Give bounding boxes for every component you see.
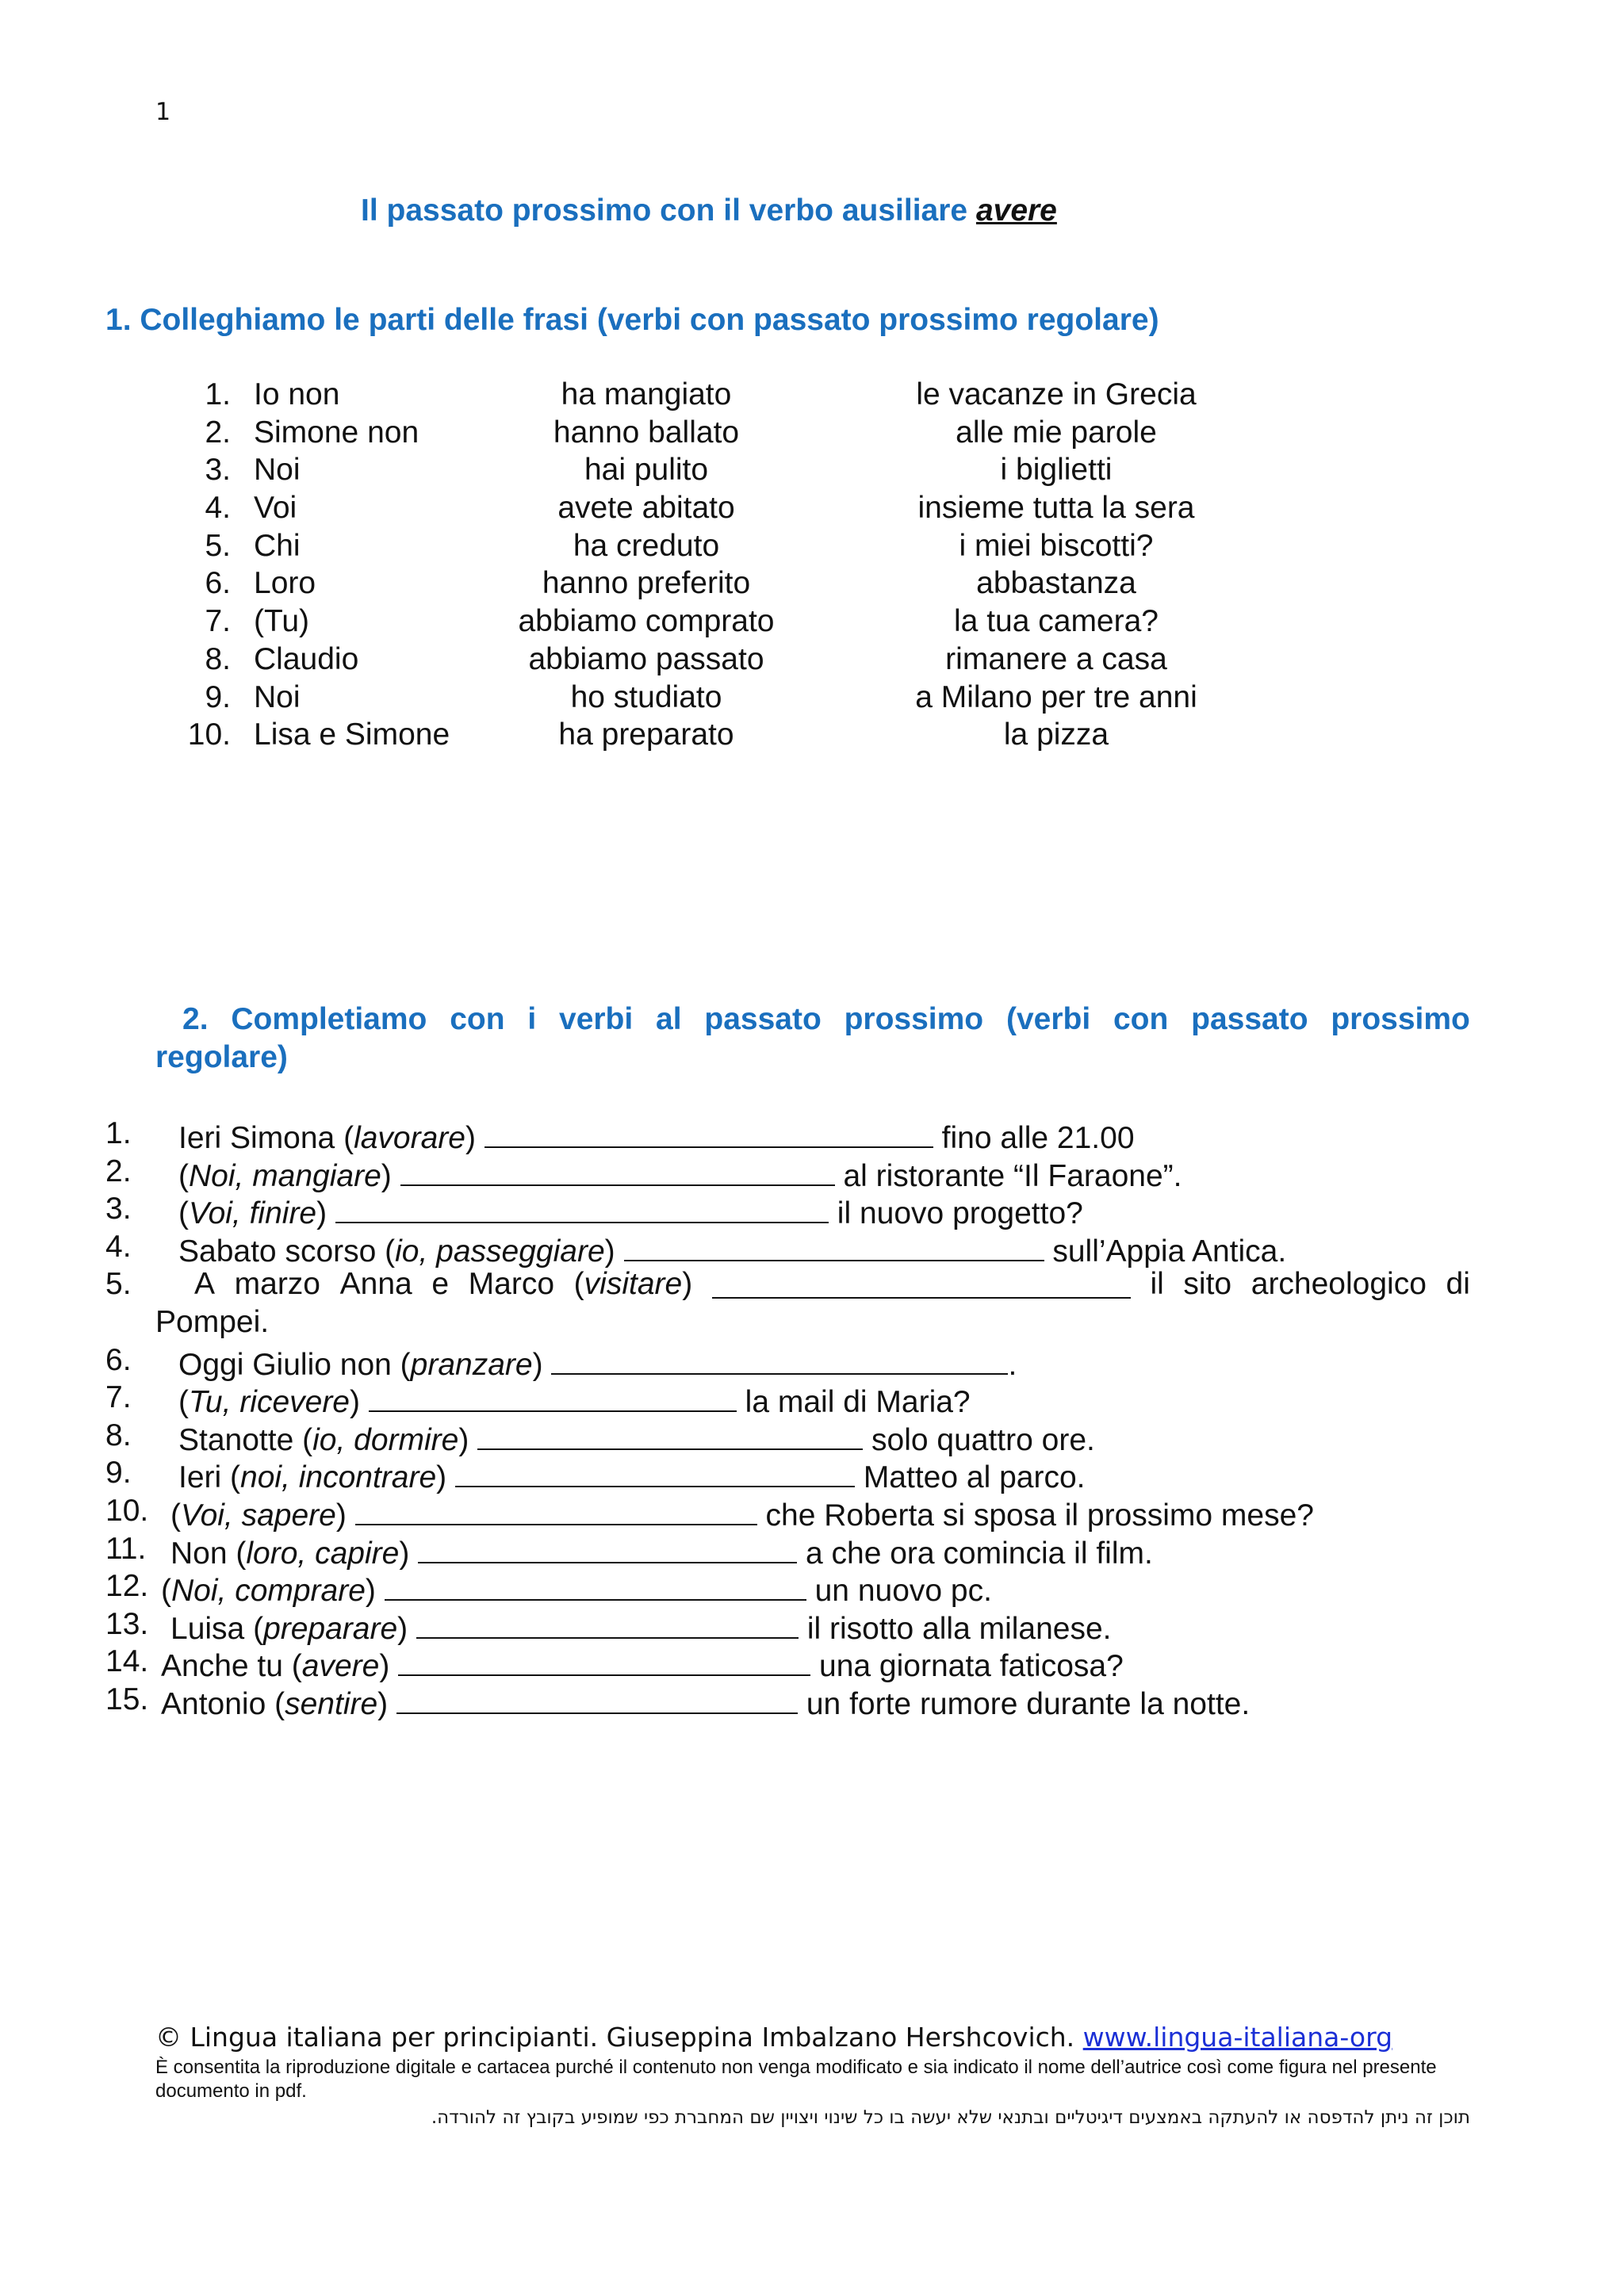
item-number: 5. (105, 1267, 132, 1302)
exercise-item (0, 1380, 1624, 1418)
page-title (361, 193, 1057, 228)
item-sentence (170, 1494, 1314, 1533)
item-sentence (178, 1116, 1135, 1156)
sentence-before: Stanotte ( (178, 1422, 313, 1457)
hint-text: lavorare (354, 1121, 465, 1155)
sentence-before: ( (178, 1196, 189, 1231)
item-number: 15. (105, 1682, 149, 1716)
match-subject: Simone non (254, 415, 419, 450)
heading-word: al (656, 1002, 682, 1036)
match-subject: Voi (254, 491, 297, 526)
sentence-before: ( (178, 1385, 189, 1420)
match-subject: Claudio (254, 641, 359, 676)
heading-word: con (450, 1002, 505, 1036)
match-row (0, 604, 1624, 642)
footer-notice: È consentita la riproduzione digitale e cartacea purché il contenuto non venga modificato e sia indicato il nome dell’autrice così come figura nel presente documento in pdf. (155, 2057, 1437, 2102)
match-verb: ha preparato (558, 718, 734, 752)
item-sentence (178, 1418, 1095, 1458)
website-link[interactable]: www.lingua-italiana-org (1082, 2022, 1393, 2053)
answer-blank[interactable] (385, 1569, 806, 1601)
exercise1-list (0, 377, 1624, 756)
sentence-word: sito (1183, 1267, 1232, 1302)
sentence-mid: ) (465, 1121, 476, 1155)
match-verb: ha creduto (573, 528, 720, 563)
match-number: 5. (205, 528, 231, 563)
exercise2-heading (155, 1001, 1470, 1077)
sentence-mid: ) (397, 1611, 408, 1646)
match-row (0, 718, 1624, 756)
match-row (0, 453, 1624, 491)
match-number: 8. (205, 641, 231, 676)
heading-word: verbi (559, 1002, 634, 1036)
sentence-before: Ieri ( (178, 1460, 240, 1495)
sentence-before: Ieri Simona ( (178, 1121, 354, 1155)
sentence-mid: ) (458, 1422, 469, 1457)
sentence-word: marzo (234, 1267, 320, 1302)
item-sentence (161, 1644, 1124, 1684)
sentence-before: ( (161, 1574, 171, 1609)
match-number: 10. (187, 718, 231, 752)
sentence-after: a che ora comincia il film. (797, 1536, 1153, 1571)
match-row (0, 377, 1624, 415)
exercise-item (0, 1418, 1624, 1456)
exercise-item (0, 1343, 1624, 1381)
exercise-item (0, 1644, 1624, 1682)
heading-word: prossimo (844, 1002, 984, 1036)
sentence-mid: ) (379, 1649, 390, 1684)
answer-blank[interactable] (369, 1380, 737, 1412)
sentence-after: fino alle 21.00 (933, 1121, 1135, 1155)
match-verb: avete abitato (557, 491, 735, 526)
item-sentence (178, 1380, 971, 1420)
title-keyword: avere (975, 193, 1057, 228)
sentence-mid: ) (532, 1347, 543, 1382)
item-sentence (178, 1230, 1286, 1269)
match-row (0, 415, 1624, 453)
hint-text: pranzare (410, 1347, 533, 1382)
match-subject: Loro (254, 566, 316, 601)
sentence-before: ( (178, 1158, 189, 1193)
item-number: 12. (105, 1569, 149, 1604)
sentence-word: archeologico (1251, 1267, 1427, 1302)
hint-text: noi, incontrare (240, 1460, 437, 1495)
sentence-mid: ) (399, 1536, 410, 1571)
match-row (0, 529, 1624, 567)
item-sentence (170, 1532, 1153, 1571)
match-number: 3. (205, 453, 231, 488)
exercise-item (0, 1192, 1624, 1230)
sentence-before: ( (170, 1498, 181, 1533)
heading-word: (verbi (1005, 1002, 1091, 1036)
answer-blank[interactable] (485, 1116, 933, 1148)
answer-blank[interactable] (551, 1343, 1008, 1375)
match-verb: abbiamo comprato (518, 604, 775, 639)
sentence-after: solo quattro ore. (863, 1422, 1095, 1457)
title-text: Il passato prossimo con il verbo ausiliare (361, 193, 976, 228)
match-object: rimanere a casa (945, 641, 1167, 676)
verb-hint: (visitare) (573, 1267, 693, 1302)
answer-blank[interactable] (355, 1494, 757, 1525)
match-number: 7. (205, 604, 231, 639)
item-number: 10. (105, 1493, 149, 1528)
exercise-item (0, 1569, 1624, 1607)
sentence-after: il nuovo progetto? (828, 1196, 1083, 1231)
sentence-after: il risotto alla milanese. (799, 1611, 1112, 1646)
sentence-after: un nuovo pc. (806, 1574, 992, 1609)
item-number: 11. (105, 1531, 147, 1566)
heading-word: con (1113, 1002, 1169, 1036)
sentence-after: Matteo al parco. (854, 1460, 1086, 1495)
match-verb: abbiamo passato (528, 641, 764, 676)
sentence-after: un forte rumore durante la notte. (798, 1686, 1251, 1721)
match-row (0, 680, 1624, 718)
hint-text: Voi, finire (189, 1196, 317, 1231)
item-number: 6. (105, 1342, 132, 1377)
answer-blank[interactable] (712, 1267, 1131, 1299)
match-subject: Noi (254, 453, 301, 488)
heading-word: 2. (182, 1002, 209, 1036)
item-sentence (178, 1192, 1083, 1231)
sentence-before: Luisa ( (170, 1611, 264, 1646)
item-sentence (178, 1456, 1085, 1495)
heading-word: prossimo (1331, 1002, 1470, 1036)
match-subject: Lisa e Simone (254, 718, 450, 752)
sentence-mid: ) (381, 1158, 392, 1193)
sentence-before: Oggi Giulio non ( (178, 1347, 411, 1382)
sentence-mid: ) (316, 1196, 327, 1231)
heading-word: passato (704, 1002, 822, 1036)
match-object: insieme tutta la sera (917, 491, 1195, 526)
exercise-item (0, 1682, 1624, 1720)
match-verb: hanno ballato (553, 415, 740, 450)
match-number: 6. (205, 566, 231, 601)
match-verb: hanno preferito (542, 566, 751, 601)
answer-blank[interactable] (396, 1682, 798, 1714)
match-subject: (Tu) (254, 604, 310, 639)
copyright-text: © Lingua italiana per principianti. Giuseppina Imbalzano Hershcovich. (155, 2022, 1083, 2053)
sentence-word: il (1150, 1267, 1164, 1302)
exercise-item (0, 1456, 1624, 1494)
sentence-before: Anche tu ( (161, 1649, 302, 1684)
item-sentence (170, 1607, 1112, 1647)
sentence-after: la mail di Maria? (736, 1385, 971, 1420)
exercise2-heading-line1 (155, 1001, 1470, 1039)
answer-blank[interactable] (416, 1607, 799, 1639)
hint-text: avere (301, 1649, 380, 1684)
exercise-item (0, 1154, 1624, 1192)
match-object: le vacanze in Grecia (916, 377, 1197, 411)
sentence-after: che Roberta si sposa il prossimo mese? (756, 1498, 1314, 1533)
answer-blank[interactable] (398, 1644, 810, 1676)
answer-blank[interactable] (455, 1456, 855, 1487)
match-subject: Chi (254, 528, 301, 563)
sentence-word: Anna (339, 1267, 412, 1302)
heading-word: Completiamo (231, 1002, 427, 1036)
sentence-after: sull’Appia Antica. (1044, 1234, 1287, 1269)
sentence-word: A (194, 1267, 216, 1302)
match-row (0, 642, 1624, 680)
exercise-item (0, 1532, 1624, 1570)
footer-hebrew-notice: תוכן זה ניתן להדפסה או להעתקה באמצעים דיגיטליים ובתנאי שלא יעשה בו כל שינוי ויצויין שם המחברת כפי שמופיע בקובץ זה להורדה. (431, 2107, 1470, 2128)
exercise2-heading-line2: regolare) (155, 1040, 288, 1074)
sentence-after: una giornata faticosa? (810, 1649, 1124, 1684)
sentence-after: . (1008, 1347, 1017, 1382)
answer-blank[interactable] (418, 1532, 797, 1563)
sentence-mid: ) (365, 1574, 376, 1609)
hint-text: Voi, sapere (181, 1498, 336, 1533)
sentence-before: Non ( (170, 1536, 247, 1571)
answer-blank[interactable] (400, 1154, 835, 1186)
match-verb: ho studiato (570, 679, 722, 714)
sentence-mid: ) (604, 1234, 615, 1269)
match-row (0, 491, 1624, 529)
hint-text: Noi, comprare (171, 1574, 366, 1609)
answer-blank[interactable] (624, 1230, 1044, 1261)
answer-blank[interactable] (335, 1192, 829, 1223)
sentence-mid: ) (377, 1686, 389, 1721)
hint-text: visitare (584, 1267, 683, 1302)
sentence-mid: ) (436, 1460, 447, 1495)
sentence-mid: ) (350, 1385, 360, 1420)
match-object: la pizza (1003, 718, 1109, 752)
match-object: a Milano per tre anni (915, 679, 1197, 714)
heading-word: i (527, 1002, 537, 1036)
item-number: 7. (105, 1380, 132, 1415)
exercise2-list (0, 1116, 1624, 1720)
sentence-word: e (431, 1267, 450, 1302)
match-number: 9. (205, 679, 231, 714)
answer-blank[interactable] (477, 1418, 863, 1450)
item-number: 2. (105, 1154, 132, 1188)
match-subject: Noi (254, 679, 301, 714)
item-number: 1. (105, 1116, 132, 1150)
item-sentence (178, 1154, 1182, 1194)
match-number: 1. (205, 377, 231, 411)
exercise-item (0, 1607, 1624, 1645)
match-row (0, 566, 1624, 604)
item-number: 8. (105, 1418, 132, 1452)
exercise-item (0, 1116, 1624, 1154)
hint-text: io, passeggiare (395, 1234, 605, 1269)
item-number: 3. (105, 1192, 132, 1226)
item-sentence (161, 1682, 1250, 1722)
match-number: 2. (205, 415, 231, 450)
hint-text: loro, capire (246, 1536, 400, 1571)
exercise-item (0, 1230, 1624, 1268)
sentence-word: Marco (468, 1267, 555, 1302)
hint-text: Noi, mangiare (189, 1158, 381, 1193)
match-object: abbastanza (976, 566, 1136, 601)
sentence-mid: ) (335, 1498, 347, 1533)
item-number: 9. (105, 1456, 132, 1490)
match-number: 4. (205, 491, 231, 526)
heading-word: passato (1191, 1002, 1308, 1036)
hint-text: preparare (263, 1611, 398, 1646)
exercise-item (0, 1267, 1624, 1305)
hint-text: sentire (285, 1686, 378, 1721)
match-verb: ha mangiato (561, 377, 732, 411)
sentence-word: di (1446, 1267, 1470, 1302)
item-number: 14. (105, 1644, 149, 1679)
sentence-before: Antonio ( (161, 1686, 285, 1721)
page-number: 1 (155, 98, 171, 126)
sentence-after: al ristorante “Il Faraone”. (834, 1158, 1182, 1193)
match-verb: hai pulito (584, 453, 709, 488)
match-object: i biglietti (1000, 453, 1113, 488)
item-sentence (161, 1569, 992, 1609)
match-object: la tua camera? (954, 604, 1159, 639)
match-object: alle mie parole (956, 415, 1157, 450)
exercise-item (0, 1494, 1624, 1532)
match-object: i miei biscotti? (959, 528, 1154, 563)
sentence-before: Sabato scorso ( (178, 1234, 396, 1269)
match-subject: Io non (254, 377, 340, 411)
item-sentence (178, 1343, 1017, 1383)
hint-text: Tu, ricevere (189, 1385, 350, 1420)
footer-copyright (155, 2022, 1392, 2053)
item-sentence (194, 1267, 1470, 1302)
exercise1-heading: 1. Colleghiamo le parti delle frasi (verbi con passato prossimo regolare) (105, 303, 1159, 337)
item-number: 13. (105, 1606, 149, 1641)
exercise-item-continuation (0, 1305, 1624, 1343)
continuation-text: Pompei. (155, 1304, 270, 1339)
item-number: 4. (105, 1229, 132, 1264)
hint-text: io, dormire (312, 1422, 459, 1457)
